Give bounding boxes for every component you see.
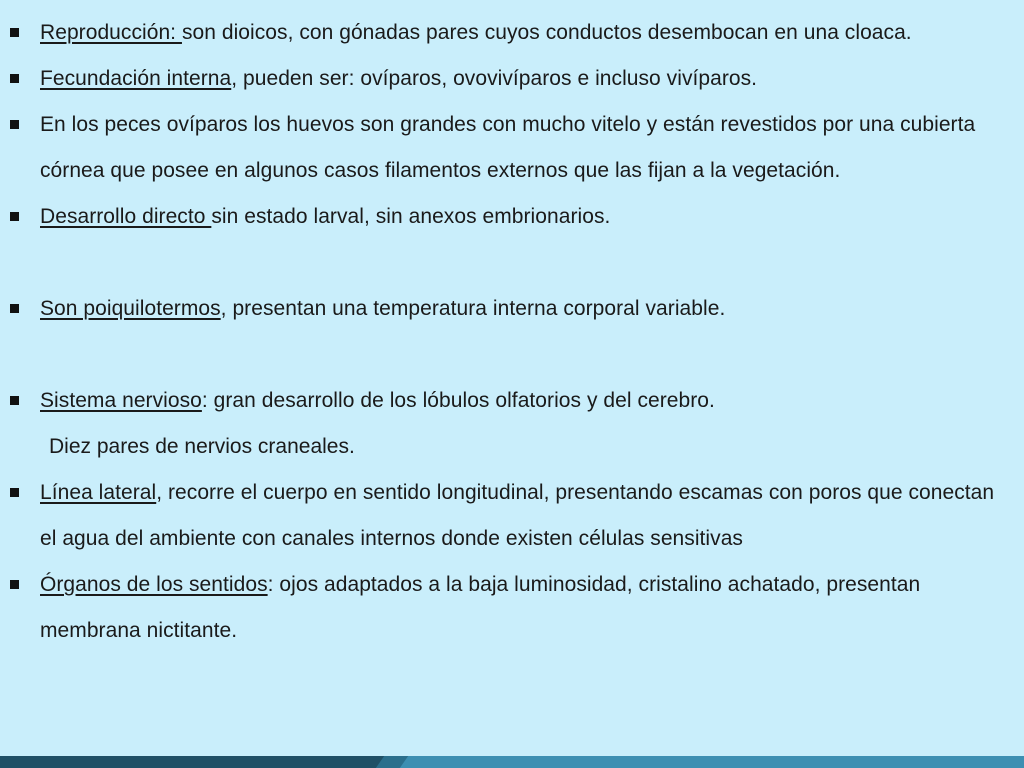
- list-item-sistema-nervioso: [0, 378, 1024, 424]
- item-keyword: Reproducción:: [40, 21, 182, 44]
- list-item-fecundacion: [0, 56, 1024, 102]
- footer-bar-dark-segment: [0, 756, 390, 768]
- nervios-craneales-line: Diez pares de nervios craneales.: [49, 435, 355, 458]
- item-text: : ojos adaptados a la baja luminosidad, cristalino achatado, presentan membrana nictitante.: [40, 573, 921, 642]
- square-bullet-icon: [10, 304, 19, 313]
- square-bullet-icon: [10, 580, 19, 589]
- square-bullet-icon: [10, 488, 19, 497]
- footer-bar: [0, 756, 1024, 768]
- list-item-huevos: [0, 102, 1024, 194]
- item-text: , presentan una temperatura interna corporal variable.: [220, 297, 726, 320]
- square-bullet-icon: [10, 396, 19, 405]
- blank-line: [0, 332, 1024, 378]
- item-text: son dioicos, con gónadas pares cuyos conductos desembocan en una cloaca.: [181, 21, 912, 44]
- list-item-poiquilotermos: [0, 286, 1024, 332]
- list-item-linea-lateral: [0, 470, 1024, 562]
- item-text: sin estado larval, sin anexos embrionarios.: [211, 205, 611, 228]
- blank-line: [0, 240, 1024, 286]
- item-keyword: Sistema nervioso: [40, 389, 202, 412]
- square-bullet-icon: [10, 120, 19, 129]
- square-bullet-icon: [10, 212, 19, 221]
- bullet-list: [0, 10, 1024, 654]
- item-keyword: Línea lateral: [40, 481, 157, 504]
- item-keyword: Fecundación interna: [40, 67, 232, 90]
- list-item-desarrollo: [0, 194, 1024, 240]
- item-keyword: Órganos de los sentidos: [40, 573, 268, 596]
- item-text: , pueden ser: ovíparos, ovovivíparos e incluso vivíparos.: [231, 67, 758, 90]
- item-text: , recorre el cuerpo en sentido longitudinal, presentando escamas con poros que conectan el agua del ambiente con canales internos donde existen células sensitivas: [40, 481, 995, 550]
- square-bullet-icon: [10, 74, 19, 83]
- item-keyword: Desarrollo directo: [40, 205, 212, 228]
- list-item-organos-sentidos: [0, 562, 1024, 654]
- footer-bar-light-segment: [390, 756, 1024, 768]
- item-text: : gran desarrollo de los lóbulos olfatorios y del cerebro.: [201, 389, 715, 412]
- item-keyword: Son poiquilotermos: [40, 297, 221, 320]
- item-text: En los peces ovíparos los huevos son grandes con mucho vitelo y están revestidos por una cubierta córnea que posee en algunos casos filamentos externos que las fijan a la vegetación.: [40, 113, 976, 182]
- square-bullet-icon: [10, 28, 19, 37]
- list-item-reproduccion: [0, 10, 1024, 56]
